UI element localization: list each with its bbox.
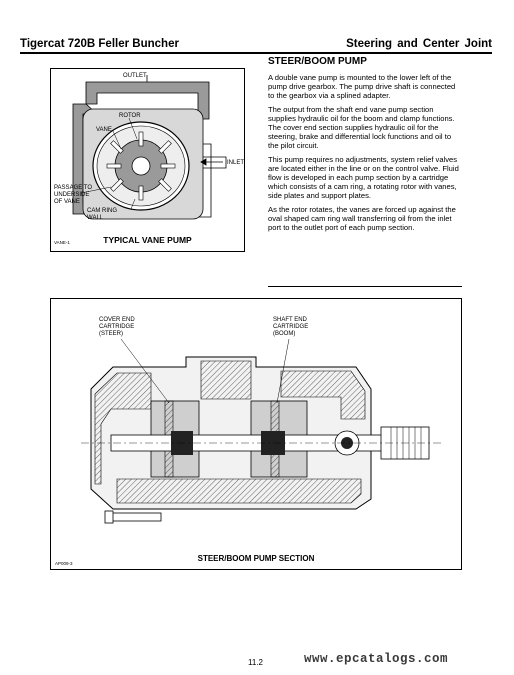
inlet-label: INLET <box>227 160 245 166</box>
figure1-id: VANE-1 <box>54 240 70 245</box>
vane-label: VANE <box>96 127 112 133</box>
paragraph-2: The output from the shaft end vane pump section supplies hydraulic oil for the boom and clamp functions. The cover end section supplies hydraulic oil for the steering, brake and differential lock functions and oil to the pilot circuit. <box>268 105 455 150</box>
cam-ring-label-2: WALL <box>87 215 104 221</box>
shaft-end-label-3: (BOOM) <box>273 331 296 337</box>
paragraph-3: This pump requires no adjustments, system relief valves are located either in the line or on the control valve. Fluid flow is developed in each pump section by a cartridge which consists of a cam ring, a rotating rotor with vanes, side plates and support plates. <box>268 155 459 200</box>
shaft-end-label-1: SHAFT END <box>273 317 307 323</box>
rotor-label: ROTOR <box>119 113 141 119</box>
paragraph-4: As the rotor rotates, the vanes are forced up against the oval shaped cam ring wall transferring oil from the inlet port to the outlet port of each pump section. <box>268 205 456 232</box>
section-title: STEER/BOOM PUMP <box>268 56 367 67</box>
shaft-end-label-2: CARTRIDGE <box>273 324 309 330</box>
section-body <box>268 73 460 237</box>
pump-section-drawing <box>51 299 463 571</box>
section-end-rule <box>268 286 462 287</box>
passage-label-1: PASSAGE TO <box>54 185 93 191</box>
pump-section-figure <box>50 298 462 570</box>
cover-end-label-1: COVER END <box>99 317 135 323</box>
header-rule <box>20 52 492 54</box>
figure2-caption: STEER/BOOM PUMP SECTION <box>197 554 315 563</box>
cam-ring-label-1: CAM RING <box>87 208 117 214</box>
cover-end-label-3: (STEER) <box>99 331 123 337</box>
passage-label-2: UNDERSIDE <box>54 192 90 198</box>
figure2-id: AP009-3 <box>55 561 73 566</box>
outlet-label: OUTLET <box>123 73 147 79</box>
vane-pump-diagram <box>51 69 246 253</box>
cover-end-label-2: CARTRIDGE <box>99 324 135 330</box>
vane-pump-figure <box>50 68 245 252</box>
page-number: 11.2 <box>248 658 263 667</box>
site-watermark: www.epcatalogs.com <box>304 652 449 666</box>
paragraph-1: A double vane pump is mounted to the lower left of the pump drive gearbox. The pump drive shaft is connected to the gearbox via a splined adapter. <box>268 73 456 100</box>
chapter-title: Steering and Center Joint <box>346 38 492 50</box>
passage-label-3: OF VANE <box>54 199 80 205</box>
figure1-caption: TYPICAL VANE PUMP <box>103 235 192 245</box>
manual-title: Tigercat 720B Feller Buncher <box>20 38 179 50</box>
